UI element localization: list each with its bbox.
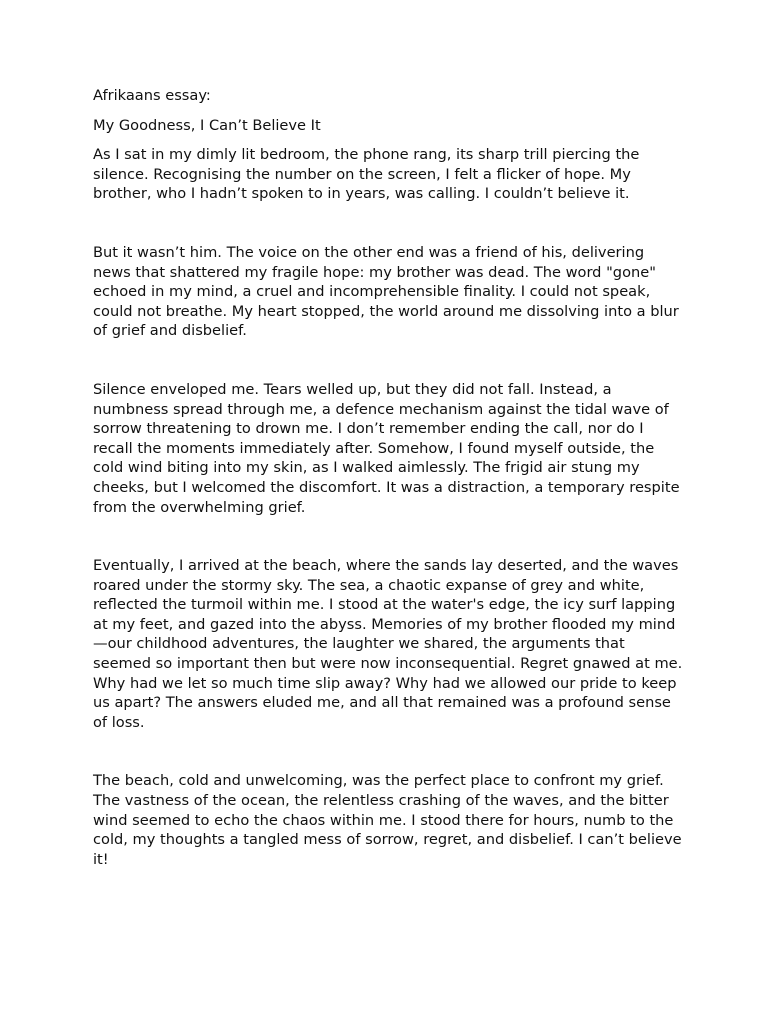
paragraph-4: Eventually, I arrived at the beach, where the sands lay deserted, and the waves roared under the stormy sky. The sea, a chaotic expanse of grey and white, reflected the turmoil within me. I stood at the water's edge, the icy surf lapping at my feet, and gazed into the abyss. Memories of my brother flooded my mind—our childhood adventures, the laughter we shared, the arguments that seemed so important then but were now inconsequential. Regret gnawed at me. Why had we let so much time slip away? Why had we allowed our pride to keep us apart? The answers eluded me, and all that remained was a profound sense of loss. (93, 557, 683, 731)
paragraph-1: As I sat in my dimly lit bedroom, the phone rang, its sharp trill piercing the silence. Recognising the number on the screen, I felt a flicker of hope. My brother, who I hadn’t spoken to in years, was calling. I couldn’t believe it. (93, 146, 640, 203)
paragraph-5: The beach, cold and unwelcoming, was the perfect place to confront my grief. The vastness of the ocean, the relentless crashing of the waves, and the bitter wind seemed to echo the chaos within me. I stood there for hours, numb to the cold, my thoughts a tangled mess of sorrow, regret, and disbelief. I can’t believe it! (93, 772, 682, 868)
essay-title: My Goodness, I Can’t Believe It (93, 116, 321, 134)
paragraph-3: Silence enveloped me. Tears welled up, but they did not fall. Instead, a numbness spread through me, a defence mechanism against the tidal wave of sorrow threatening to drown me. I don’t remember ending the call, nor do I recall the moments immediately after. Somehow, I found myself outside, the cold wind biting into my skin, as I walked aimlessly. The frigid air stung my cheeks, but I welcomed the discomfort. It was a distraction, a temporary respite from the overwhelming grief. (93, 380, 680, 516)
document-label: Afrikaans essay: (93, 87, 211, 104)
document-body (93, 86, 683, 869)
paragraph-2: But it wasn’t him. The voice on the other end was a friend of his, delivering news that shattered my fragile hope: my brother was dead. The word "gone" echoed in my mind, a cruel and incomprehensible finality. I could not speak, could not breathe. My heart stopped, the world around me dissolving into a blur of grief and disbelief. (93, 243, 679, 340)
